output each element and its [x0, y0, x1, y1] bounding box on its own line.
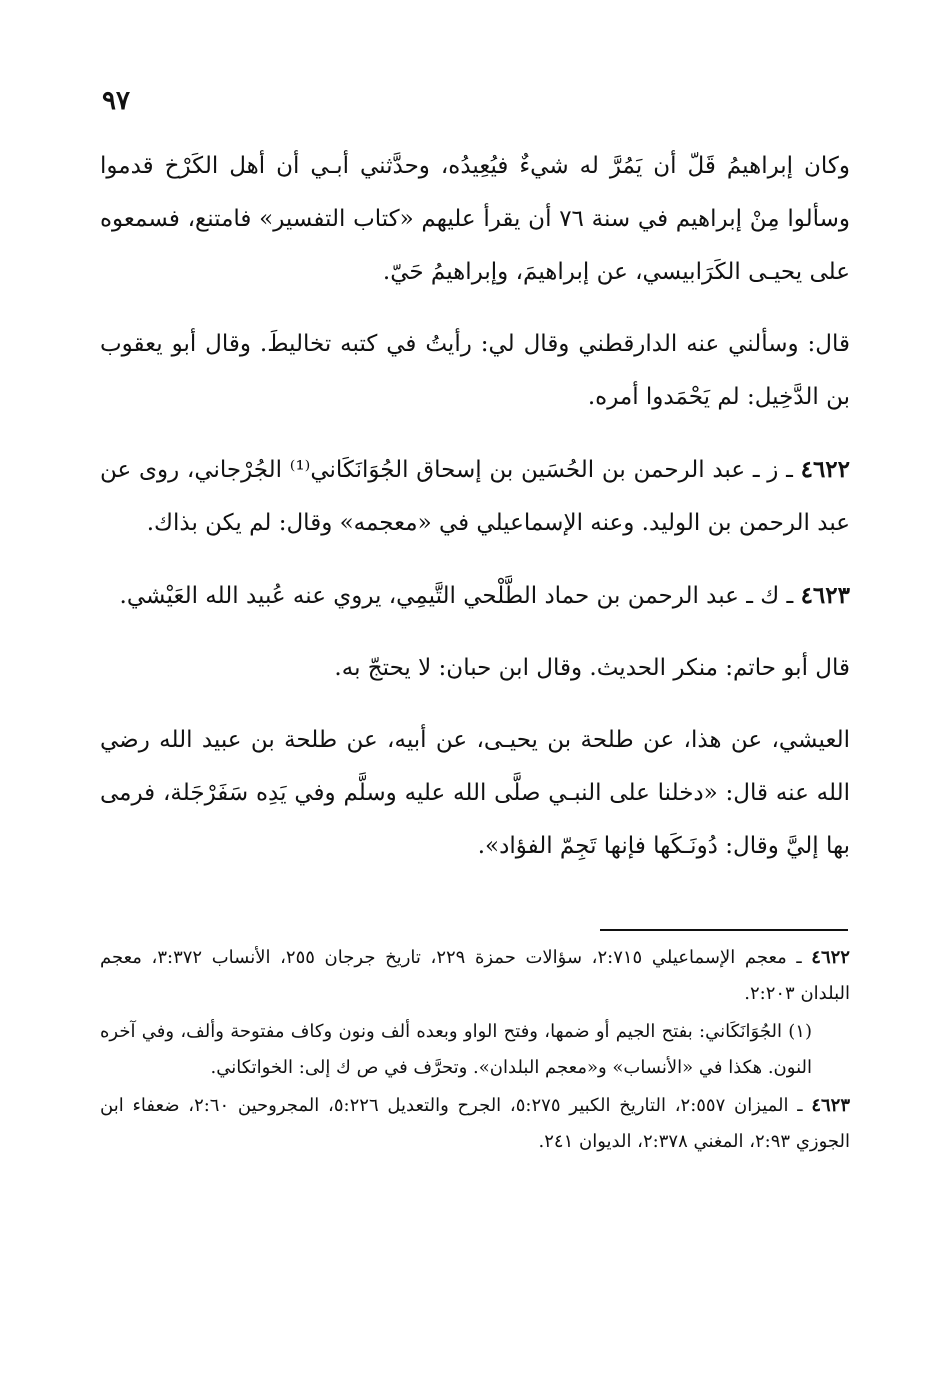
- entry-text: ـ ز ـ عبد الرحمن بن الحُسَين بن إسحاق الجُوَانَكَاني⁽¹⁾ الجُرْجاني، روى عن عبد الرحمن بن الوليد. وعنه الإسماعيلي في «معجمه» وقال: لم يكن بذاك.: [100, 457, 850, 536]
- footnote-text: ـ الميزان ٢:٥٥٧، التاريخ الكبير ٥:٢٧٥، الجرح والتعديل ٥:٢٢٦، المجروحين ٢:٦٠، ضعفاء ابن الجوزي ٢:٩٣، المغني ٢:٣٧٨، الديوان ٢٤١.: [100, 1095, 850, 1152]
- footnote-1: [100, 1014, 812, 1086]
- footnote-number: ٤٦٢٢: [811, 947, 850, 968]
- paragraph-abu-hatim: قال أبو حاتم: منكر الحديث. وقال ابن حبان: لا يحتجّ به.: [334, 655, 850, 681]
- footnote-text: ـ معجم الإسماعيلي ٢:٧١٥، سؤالات حمزة ٢٢٩، تاريخ جرجان ٢٥٥، الأنساب ٣:٣٧٢، معجم البلدان ٢:٢٠٣.: [100, 947, 850, 1004]
- footnote-text: الجُوَانَكَاني: بفتح الجيم أو ضمها، وفتح الواو وبعده ألف ونون وكاف مفتوحة وألف، وفي آخره النون. هكذا في «الأنساب» و«معجم البلدان». وتحرَّف في ص ك إلى: الخواتكاني.: [100, 1021, 812, 1078]
- page-number: ٩٧: [102, 86, 130, 116]
- paragraph-ibrahim: وكان إبراهيمُ قَلّ أن يَمُرَّ له شيءٌ فيُعِيدُه، وحدَّثني أبـي أن أهل الكَرْخ قدموا وسألوا مِنْ إبراهيم في سنة ٧٦ أن يقرأ عليهم «كتاب التفسير» فامتنع، فسمعوه على يحيـى الكَرَابيسي، عن إبراهيمَ، وإبراهيمُ حَيّ.: [100, 153, 850, 285]
- entry-text: ـ ك ـ عبد الرحمن بن حماد الطَّلْحي التَّيمِي، يروي عنه عُبيد الله العَيْشي.: [119, 583, 794, 609]
- paragraph-hadith: العيشي، عن هذا، عن طلحة بن يحيـى، عن أبيه، عن طلحة بن عبيد الله رضي الله عنه قال: «دخلنا على النبـي صلَّى الله عليه وسلَّم وفي يَدِه سَفَرْجَلة، فرمى بها إليَّ وقال: دُونَـكَها فإنها تَجِمّ الفؤاد».: [100, 727, 850, 859]
- main-text: [100, 140, 850, 892]
- entry-number: ٤٦٢٢: [800, 456, 851, 483]
- paragraph-daraqutni: قال: وسألني عنه الدارقطني وقال لي: رأيتُ في كتبه تخاليطَ. وقال أبو يعقوب بن الدَّخِيل: لم يَحْمَدوا أمره.: [100, 331, 850, 410]
- footnote-divider: [600, 929, 848, 931]
- footnote-4623: [100, 1088, 850, 1160]
- entry-4623: [100, 569, 850, 623]
- footnote-4622: [100, 940, 850, 1012]
- footnote-number: ٤٦٢٣: [811, 1095, 850, 1116]
- footnote-number: (١): [788, 1021, 812, 1042]
- entry-number: ٤٦٢٣: [800, 582, 850, 609]
- entry-4622: [100, 443, 850, 550]
- footnotes: [100, 940, 850, 1162]
